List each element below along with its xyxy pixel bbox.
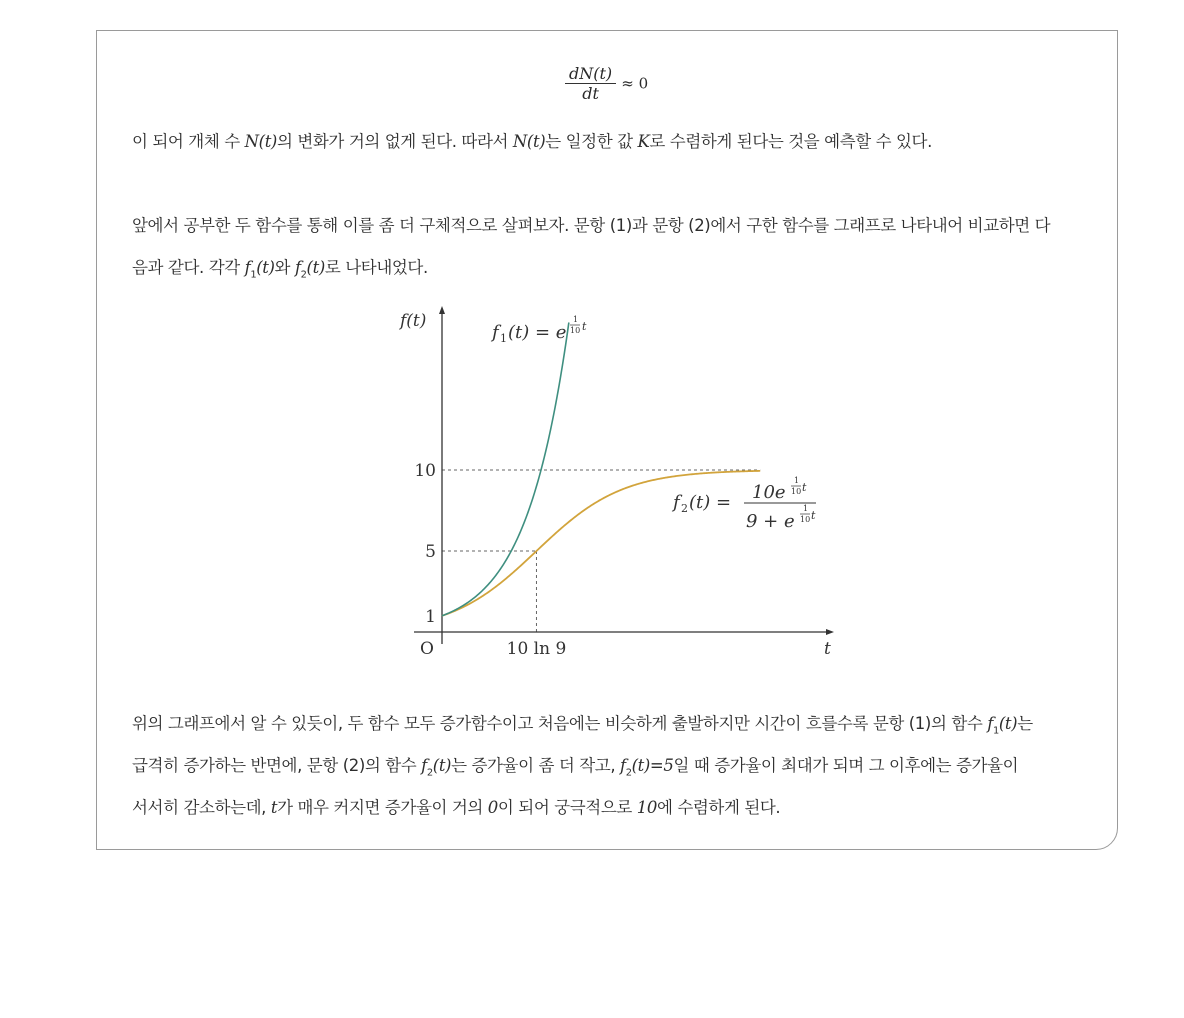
paragraph-3-line-3 xyxy=(132,794,780,818)
approx-relation: ≈ 0 xyxy=(621,74,649,93)
paragraph-1 xyxy=(132,128,932,152)
y-tick-label-1: 1 xyxy=(425,606,436,627)
paragraph-3-line-2 xyxy=(132,752,1018,778)
f2-annotation xyxy=(671,476,816,532)
f2-num-exp-den: 10 xyxy=(791,487,802,496)
text: 이 되어 개체 수 xyxy=(132,132,245,151)
origin-label: O xyxy=(420,639,434,659)
math-inline: 0 xyxy=(487,798,498,817)
derivative-fraction xyxy=(565,64,616,103)
y-axis-arrow xyxy=(439,306,445,314)
y-tick-label-5: 5 xyxy=(425,542,436,562)
text: 위의 그래프에서 알 수 있듯이, 두 함수 모두 증가함수이고 처음에는 비슷하게 출발하지만 시간이 흐를수록 문항 (1)의 함수 xyxy=(132,714,988,733)
f2-denominator: 9 + e xyxy=(746,511,795,532)
math-inline: N(t) xyxy=(244,132,277,151)
text: 에 수렴하게 된다. xyxy=(656,798,781,817)
f1-exp-num: 1 xyxy=(573,315,579,324)
f1-exp-den: 10 xyxy=(570,326,581,335)
f1-annotation xyxy=(490,315,587,345)
y-axis-label: f(t) xyxy=(400,311,427,331)
math-inline: f xyxy=(620,756,626,775)
rate-equation xyxy=(565,64,648,103)
text: 음과 같다. 각각 xyxy=(132,258,245,277)
function-graph xyxy=(390,300,830,670)
text: 급격히 증가하는 반면에, 문항 (2)의 함수 xyxy=(132,756,422,775)
math-inline: f xyxy=(421,756,427,775)
math-inline: (t)=5 xyxy=(631,756,674,775)
f2-num-exp-num: 1 xyxy=(794,476,800,485)
math-subscript: 1 xyxy=(992,725,999,737)
text: 는 증가율이 좀 더 작고, xyxy=(451,756,621,775)
f2-den-exp-var: t xyxy=(811,509,816,522)
f2-num-exp-var: t xyxy=(802,481,807,494)
math-inline: K xyxy=(637,132,650,151)
text: 는 xyxy=(1017,714,1033,733)
f2-den-exp-num: 1 xyxy=(803,504,809,513)
x-tick-label-10ln9: 10 ln 9 xyxy=(506,639,567,659)
math-inline: f xyxy=(294,258,301,277)
math-inline: t xyxy=(270,798,278,817)
f2-numerator: 10e xyxy=(752,482,786,503)
math-subscript: 2 xyxy=(625,767,632,779)
math-inline: (t) xyxy=(306,258,325,277)
text: 서서히 감소하는데, xyxy=(132,798,271,817)
text: 가 매우 커지면 증가율이 거의 xyxy=(277,798,488,817)
math-inline: N(t) xyxy=(512,132,546,151)
f1-arg: (t) = e xyxy=(508,322,567,343)
text: 이 되어 궁극적으로 xyxy=(497,798,637,817)
text: 의 변화가 거의 없게 된다. 따라서 xyxy=(276,132,513,151)
f1-lhs: f xyxy=(492,322,499,343)
f1-exp-var: t xyxy=(582,320,587,333)
f2-arg: (t) = xyxy=(689,492,732,513)
fraction-denominator: dt xyxy=(582,84,599,103)
math-inline: 10 xyxy=(636,798,657,817)
paragraph-2-line-1 xyxy=(132,212,1050,236)
math-inline: f xyxy=(987,714,993,733)
f2-subscript: 2 xyxy=(681,502,688,515)
math-inline: (t) xyxy=(998,714,1018,733)
math-inline: f xyxy=(244,258,251,277)
math-subscript: 1 xyxy=(250,269,257,281)
math-subscript: 2 xyxy=(426,767,433,779)
y-tick-label-10: 10 xyxy=(414,461,436,481)
text: 와 xyxy=(274,258,295,277)
series-f1-curve xyxy=(442,322,569,615)
x-axis-label: t xyxy=(824,639,831,659)
math-subscript: 2 xyxy=(300,269,307,281)
paragraph-2-line-2 xyxy=(132,254,428,280)
text: 일 때 증가율이 최대가 되며 그 이후에는 증가율이 xyxy=(673,756,1019,775)
text: 로 나타내었다. xyxy=(324,258,428,277)
f2-lhs: f xyxy=(673,492,680,513)
text: 앞에서 공부한 두 함수를 통해 이를 좀 더 구체적으로 살펴보자. 문항 (1)과 문항 (2)에서 구한 함수를 그래프로 나타내어 비교하면 다 xyxy=(132,216,1051,235)
text: 는 일정한 값 xyxy=(545,132,638,151)
text: 로 수렴하게 된다는 것을 예측할 수 있다. xyxy=(649,132,932,151)
f2-den-exp-den: 10 xyxy=(800,515,811,524)
math-inline: (t) xyxy=(256,258,275,277)
paragraph-3-line-1 xyxy=(132,710,1033,736)
fraction-numerator: dN(t) xyxy=(565,64,616,84)
f1-subscript: 1 xyxy=(500,332,507,345)
math-inline: (t) xyxy=(432,756,452,775)
